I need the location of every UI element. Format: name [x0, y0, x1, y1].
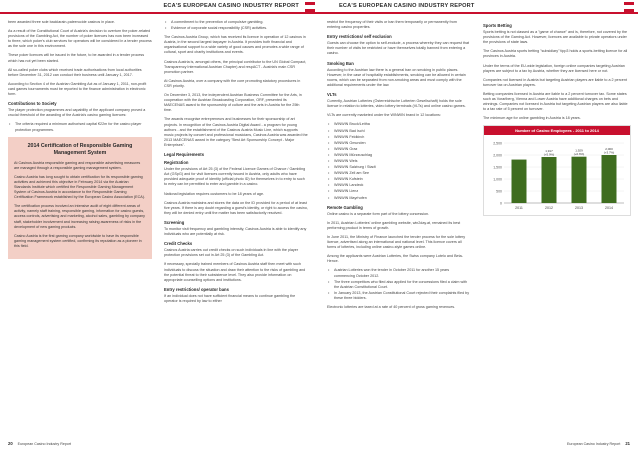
section-heading: Legal Requirements — [164, 151, 205, 157]
chart-svg — [484, 135, 630, 215]
paragraph: Under the terms of the EU-wide legislation, foreign online companies targeting Austrian players are subject to a tax by Austria, whether they are licensed here or not. — [483, 63, 625, 73]
paragraph: On December 3, 2013, the independent Austrian Business Committee for the Arts, in cooperation with the Austrian Broadcasting Corporation, ORF, presented its MAECENAS award to the sponsorship of culture and the arts in Austria for the 25th time. — [164, 93, 302, 113]
left-header-bar — [0, 0, 319, 14]
paragraph: In June 2011, the Ministry of Finance launched the tender process for the sole lottery licence, advertised along an international and national level. This licence covers all forms of lotteries, including online casino-style games online. — [327, 235, 466, 250]
page-number: 21 — [625, 441, 630, 446]
right-column-2 — [483, 20, 631, 220]
chart-title: Number of Casino Employees - 2011 to 2014 — [484, 126, 630, 134]
right-footer — [567, 441, 630, 446]
left-column-1 — [8, 20, 152, 259]
location-item: • WINWIN Gmunden — [327, 141, 471, 146]
paragraph: Electronic lotteries are taxed at a rate of 40 percent of gross gaming revenues. — [327, 305, 456, 310]
paragraph: Companies not licensed in Austria but targeting Austrian players are liable to a 2 percent turnover tax on Austrian players. — [483, 77, 627, 87]
paragraph: Betting companies licensed in Austria are liable to a 2 percent turnover tax. Some states such as Vorarlberg, Vienna and Lower Austria have additional charges on bets and winnings. Companies not licensed in Austria but targeting Austrian players are also liable to a tax rate of 5 percent on turnover. — [483, 91, 628, 112]
paragraph: The minimum age for online gambling in Austria is 18 years. — [483, 116, 581, 121]
location-item: • WINWIN Graz — [327, 147, 471, 152]
paragraph: Among the applicants were Austrian Lotteries, the Swiss company Lotelo and Beta-Hence. — [327, 254, 463, 264]
paragraph: Casinos Austria is, amongst others, the principal contributor to the UN Global Compact, Transparency International Austrian Chapter) and respACT - Austria's main CSR promotion partner. — [164, 59, 307, 74]
austria-flag-icon — [624, 2, 634, 12]
data-label: (+5.9%) — [543, 151, 555, 156]
paragraph: Casinos Austria maintains and stores the data on the ID provided for a period of at least five years. If there is any doubt regarding a guest's identity, or right to access the casino, they will be denied entry until the matter has been satisfactorily resolved. — [164, 200, 308, 215]
list-item: • A commitment to the prevention of compulsive gambling. — [164, 20, 308, 25]
list-item: • The criteria required a minimum authorised capital €22m for the casino player protection programmes. — [8, 122, 152, 132]
data-label: (+0.6%) — [573, 151, 585, 156]
bar — [512, 159, 527, 202]
right-header-title: ECA'S EUROPEAN CASINO INDUSTRY REPORT — [339, 3, 475, 9]
box-paragraph: The certification process involved an intensive audit of eight different areas of activity, namely staff training, responsible gaming, information for casino guests, access controls, advertising and marketing, alcohol sales, gambling by company staff, stakeholder involvement and increasing raising awareness of risks in the development of new gaming products. — [14, 204, 145, 229]
location-item: • WINWIN Landeck — [327, 183, 471, 188]
y-tick-label: 2,500 — [493, 140, 502, 145]
paragraph: The player protection programmes and capability of the applicant company proved a crucial threshold of the awarding of the Austria's casino gaming licences: — [8, 108, 146, 118]
paragraph: Currently, Austrian Lotteries (Österreichische Lotterien Gesellschaft) holds the sole licence in relation to lotteries, video lottery terminals (VLTs) and online casino games. — [327, 99, 466, 109]
x-tick-label: 2011 — [515, 205, 523, 210]
subsection-heading: Registration — [164, 160, 189, 166]
data-label: (+3.7%) — [603, 149, 615, 154]
list-item: • Evidence of corporate social responsibility (CSR) activities. — [164, 26, 308, 31]
left-column-2 — [164, 20, 308, 308]
subsection-heading: Screening — [164, 219, 185, 225]
certification-box — [8, 137, 152, 259]
right-column-1 — [327, 20, 471, 314]
paragraph: If necessary, specially trained members of Casinos Austria staff then meet with such individuals to discuss the situation and draw their attention to the risks of gambling and the potential threat to their subsistence level. They also provide information on appropriate counselling options and institutions. — [164, 262, 306, 282]
paragraph: been awarded three sole backlarain-paleerucide casinos in place. — [8, 20, 116, 24]
bar — [542, 156, 557, 202]
y-tick-label: 500 — [496, 188, 502, 193]
box-paragraph: Casino Austria is the first gaming company worldwide to have its responsible gaming management system certified, confirming its reputation as a pioneer in this field. — [14, 233, 142, 248]
right-header-bar — [319, 0, 638, 14]
box-title: 2014 Certification of Responsible Gaming Management System — [27, 142, 133, 156]
subsection-heading: Credit Checks — [164, 241, 193, 247]
footer-label: European Casino Industry Report — [17, 442, 72, 446]
section-heading: Contributions to Society — [8, 101, 57, 107]
x-tick-label: 2013 — [575, 205, 583, 210]
location-item: • WINWIN Feldkirch — [327, 135, 471, 140]
bullet-list — [8, 122, 152, 132]
data-label: 1,929 — [575, 148, 583, 153]
list-item: • The three competitors who filed also applied for the concessions filed a claim with the Austrian Constitutional Court. — [327, 280, 471, 290]
page-number: 20 — [8, 441, 13, 446]
y-tick-label: 0 — [500, 200, 502, 205]
paragraph: If an individual does not have sufficient financial means to continue gambling the operator is required by law to either — [164, 293, 296, 304]
paragraph: VLTs are currently marketed under the WINWIN brand in 12 locations: — [327, 113, 441, 118]
x-tick-label: 2014 — [605, 205, 613, 210]
paragraph: Under the provisions of Art 25 (3) of the Federal Licence Games of Chance / Gambling Act (GSpG) and for visit licences currently issued in Austria, only adults who have provided adequate proof of identity (official photo ID) for themselves in to entry to such to entry can be permitted to enter and gamble in a casino. — [164, 167, 306, 187]
left-header-title: ECA'S EUROPEAN CASINO INDUSTRY REPORT — [163, 3, 299, 9]
section-heading: Sports Betting — [483, 23, 512, 28]
left-footer — [8, 441, 71, 446]
list-item: • Austrian Lotteries won the tender in October 2011 for another 15 years commencing October 2012. — [327, 268, 471, 278]
paragraph: The awards recognise entrepreneurs and businesses for their sponsorship of art projects. In recognition of the Casinos Austria Digital Award - a program for young authors - and the establishment of the Casinos Austria Music Line, which supports music projects by concert and professional musicians, Casinos Austria was awarded the 2013 MAECENAS award in the category "Best Art Sponsorship Concept - Major Enterprises". — [164, 117, 308, 147]
location-item: • WINWIN Lienz — [327, 189, 471, 194]
paragraph: To monitor visit frequency and gambling intensity, Casinos Austria is able to identify any individuals who are potentially at risk. — [164, 227, 307, 237]
location-item: • WINWIN Kufstein — [327, 177, 471, 182]
austria-flag-icon — [305, 2, 315, 12]
x-tick-label: 2012 — [545, 205, 553, 210]
right-page — [319, 0, 638, 452]
employees-chart — [483, 125, 631, 215]
paragraph: Casinos Austria carries out credit checks on such individuals in line with the player protection provisions set out in Art 25 (3) of the Gambling Act. — [164, 248, 299, 258]
paragraph: According to Section 4 of the Austrian Gambling Act as of January 1, 2011, non-profit card games tournaments must be reported to the finance administration in electronic form. — [8, 81, 147, 97]
location-item: • WINWIN Wels — [327, 159, 471, 164]
data-label: 2,000 — [605, 146, 613, 151]
location-item: • WINWIN Salzburg / Stadt — [327, 165, 471, 170]
paragraph: In 2011, Austrian Lotteries' online gambling website, win2day.at, remained its best performing product in terms of growth. — [327, 220, 461, 230]
box-paragraph: At Casinos Austria responsible gaming and responsible advertising measures are managed through a responsible gaming management system. — [14, 160, 141, 170]
bar — [602, 155, 617, 203]
paragraph: The Casinos Austria Group, which has received its licence in operation of 12 casinos in Austria, in the second largest taxpayer in Austria. It provides both financial and organisational support to a wide variety of good causes and promotes a wide range of cultural, sport and charity institutions and events. — [164, 35, 306, 55]
location-list — [327, 122, 471, 200]
location-item: • WINWIN Bruck/Leitha — [327, 122, 471, 127]
paragraph: According to the Austrian law there is a general ban on smoking in public places. However, in the case of hospitality establishments, smoking can be allowed in certain rooms, which can be separated from non-smoking areas and must comply with the additional requirements under the law. — [327, 67, 466, 87]
y-tick-label: 1,500 — [493, 164, 502, 169]
location-item: • WINWIN Zell am See — [327, 171, 471, 176]
paragraph: These poker licences will be issued in the future, to be awarded in a tender process which has not yet been started. — [8, 53, 145, 63]
paragraph: All so-called poker clubs which received trade authorisations from local authorities before December 31, 2012 can conduct their business until January 1, 2017. — [8, 67, 142, 77]
list-item: • In January 2013, the Austrian Constitutional Court rejected their complaints filed by these three bidders. — [327, 291, 471, 301]
box-paragraph: Casino Austria has long sought to obtain certification for its responsible gaming activities and achieved this objective in February 2014 via the Austrian Standards Institute which certified the Responsible Gaming Management System of Casinos Austria in accordance to the Responsible Gaming Certification Framework established by the European Casino Association (ECA). — [14, 174, 145, 200]
y-tick-label: 1,000 — [493, 176, 502, 181]
location-item: • WINWIN Mürzzuschlag — [327, 153, 471, 158]
subsection-heading: Entry restrictions/ operator bans — [164, 286, 229, 292]
paragraph: The Casinos Austria sports betting "subsidiary" tipp3 holds a sports-betting licence for all provinces in Austria. — [483, 49, 628, 59]
location-item: • WINWIN Mayrhofen — [327, 196, 471, 201]
paragraph: Sports betting is not classed as a "game of chance" and is, therefore, not covered by the provisions of the Gaming Act. However, licences are available to private operators under the provisions of state laws. — [483, 30, 628, 45]
section-heading: Remote Gambling — [327, 204, 363, 210]
location-item: • WINWIN Bad Ischl — [327, 129, 471, 134]
bullet-list — [164, 20, 308, 31]
section-heading: Entry restrictions/ self exclusion — [327, 34, 392, 40]
footer-label: European Casino Industry Report — [566, 442, 621, 446]
paragraph: At Casinos Austria, over a company with the core promoting statutory procedures in CSR priority. — [164, 78, 301, 88]
paragraph: Online casino is a separate form part of the lottery concession. — [327, 211, 430, 216]
bullet-list — [327, 268, 471, 301]
section-heading: VLTs — [327, 92, 337, 98]
y-tick-label: 2,000 — [493, 152, 502, 157]
paragraph: Guests can choose the option to self-exclude, a process whereby they can request that their number of visits be restricted or have themselves totally banned from entering a casino. — [327, 41, 470, 56]
section-heading: Smoking Ban — [327, 60, 354, 66]
bar — [572, 156, 587, 202]
data-label: 1,917 — [545, 148, 553, 153]
paragraph: As a result of the Constitutional Court of Austria's decision to overturn the poker-related provisions of the Gambling Act, the number of poker licences has now been increased to three, which poker's club services for operators will be considered in a tender process as the sole one in this environment. — [8, 29, 152, 49]
paragraph: restrict the frequency of their visits or ban them temporarily or permanently from entering casino properties. — [327, 20, 457, 30]
paragraph: National legislation requires customers to be 18 years of age. — [164, 191, 265, 196]
